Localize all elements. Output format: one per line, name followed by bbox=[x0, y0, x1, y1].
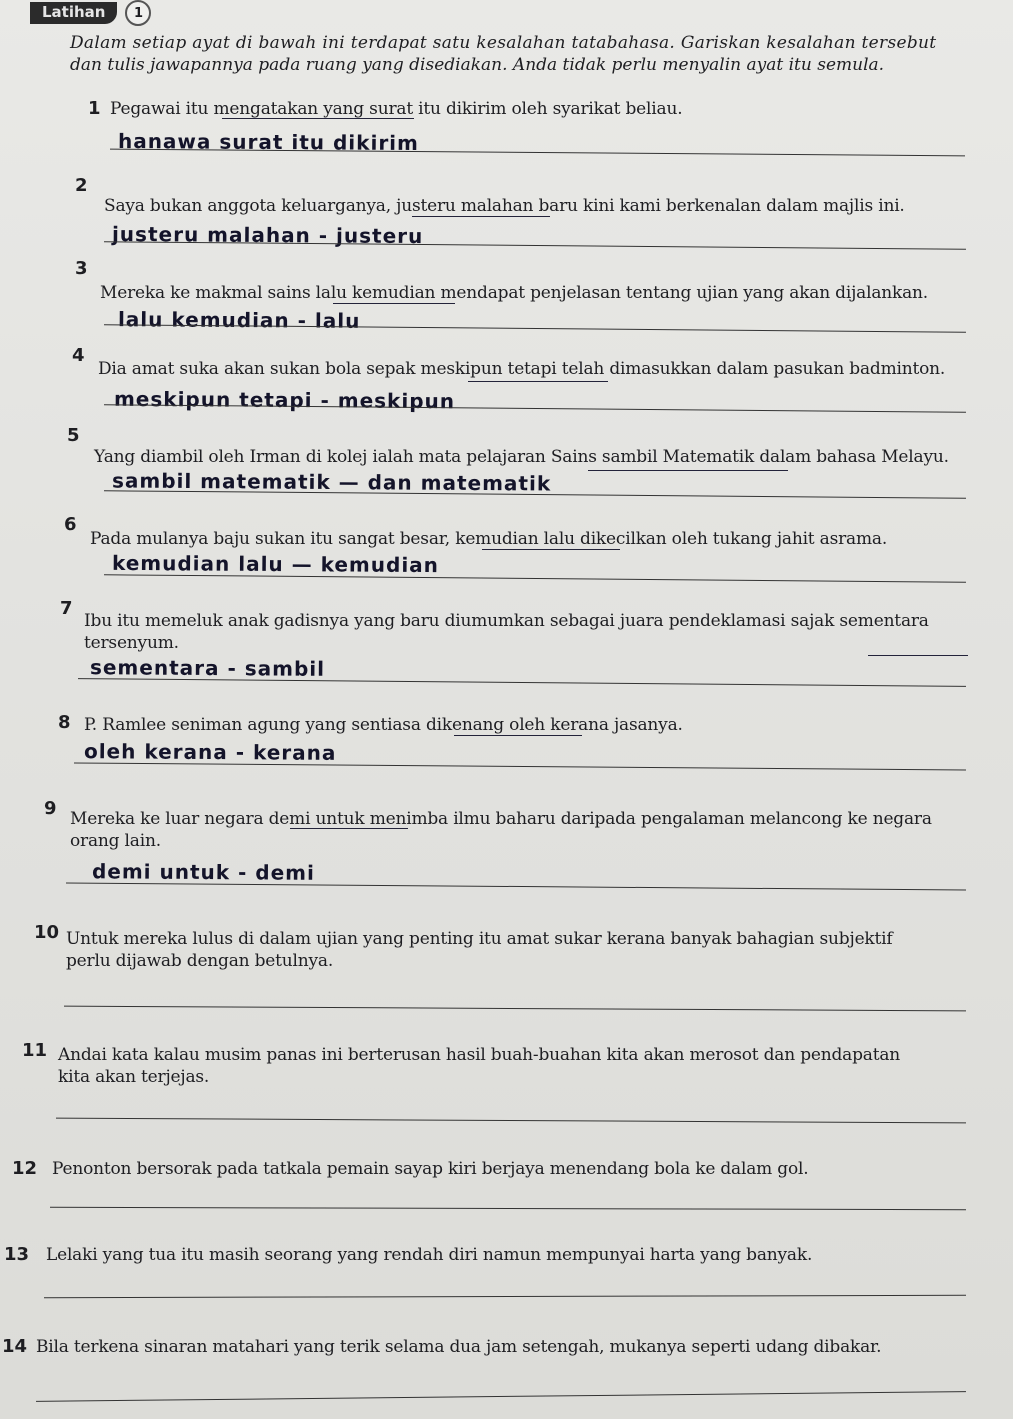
question-number: 10 bbox=[34, 922, 60, 943]
question-text-line: Ibu itu memeluk anak gadisnya yang baru diumumkan sebagai juara pendeklamasi sajak sementara bbox=[84, 611, 929, 631]
handwritten-answer: sementara - sambil bbox=[89, 655, 326, 681]
underline-mark bbox=[588, 470, 788, 471]
answer-line bbox=[104, 574, 966, 583]
answer-line bbox=[50, 1207, 966, 1210]
question-number: 6 bbox=[64, 514, 77, 535]
question-text bbox=[84, 714, 964, 736]
question-text-line: orang lain. bbox=[70, 831, 161, 851]
question-text bbox=[110, 98, 990, 120]
question-text-line: tersenyum. bbox=[84, 633, 179, 653]
question-number: 1 bbox=[88, 98, 101, 119]
handwritten-answer: justeru malahan - justeru bbox=[111, 221, 424, 249]
handwritten-answer: oleh kerana - kerana bbox=[83, 739, 337, 765]
question-text bbox=[104, 195, 984, 217]
underline-mark bbox=[290, 828, 408, 829]
exercise-number-badge: 1 bbox=[125, 0, 151, 26]
question-text-line: Mereka ke luar negara demi untuk menimba ilmu baharu daripada pengalaman melancong ke negara bbox=[70, 809, 932, 829]
question-text-line: Yang diambil oleh Irman di kolej ialah mata pelajaran Sains sambil Matematik dalam bahasa Melayu. bbox=[94, 447, 949, 467]
question-text-line: Pada mulanya baju sukan itu sangat besar, kemudian lalu dikecilkan oleh tukang jahit asrama. bbox=[90, 529, 888, 549]
underline-mark bbox=[454, 735, 582, 736]
question-text bbox=[70, 808, 970, 852]
answer-line bbox=[64, 1006, 966, 1012]
exercise-title: Latihan bbox=[30, 2, 117, 24]
question-number: 12 bbox=[12, 1158, 38, 1179]
question-text bbox=[52, 1158, 952, 1180]
question-text bbox=[84, 610, 984, 654]
question-text bbox=[58, 1044, 978, 1088]
instructions-line-1: Dalam setiap ayat di bawah ini terdapat satu kesalahan tatabahasa. Gariskan kesalahan tersebut bbox=[70, 33, 937, 53]
question-text bbox=[94, 446, 974, 468]
answer-line bbox=[44, 1295, 966, 1298]
handwritten-answer: meskipun tetapi - meskipun bbox=[113, 386, 456, 414]
underline-mark bbox=[333, 303, 455, 304]
answer-line bbox=[78, 678, 966, 687]
question-text-line: Lelaki yang tua itu masih seorang yang rendah diri namun mempunyai harta yang banyak. bbox=[46, 1245, 813, 1265]
underline-mark bbox=[482, 549, 620, 550]
question-text-line: Dia amat suka akan sukan bola sepak meskipun tetapi telah dimasukkan dalam pasukan badminton. bbox=[98, 359, 946, 379]
handwritten-answer: kemudian lalu — kemudian bbox=[111, 550, 440, 578]
instructions bbox=[70, 32, 1010, 76]
underline-mark bbox=[468, 381, 608, 382]
question-number: 4 bbox=[72, 345, 85, 366]
question-text bbox=[98, 358, 978, 380]
question-text-line: Andai kata kalau musim panas ini berterusan hasil buah-buahan kita akan merosot dan pendapatan bbox=[58, 1045, 901, 1065]
question-text-line: Untuk mereka lulus di dalam ujian yang penting itu amat sukar kerana banyak bahagian subjektif bbox=[66, 929, 893, 949]
answer-line bbox=[56, 1118, 966, 1124]
handwritten-answer: sambil matematik — dan matematik bbox=[111, 468, 552, 496]
handwritten-answer: lalu kemudian - lalu bbox=[117, 307, 361, 333]
question-text-line: Bila terkena sinaran matahari yang terik selama dua jam setengah, mukanya seperti udang dibakar. bbox=[36, 1337, 882, 1357]
exercise-header bbox=[30, 0, 151, 26]
question-text-line: Pegawai itu mengatakan yang surat itu dikirim oleh syarikat beliau. bbox=[110, 99, 683, 119]
answer-line bbox=[36, 1391, 966, 1402]
question-number: 5 bbox=[67, 425, 80, 446]
handwritten-answer: hanawa surat itu dikirim bbox=[117, 128, 420, 156]
question-text bbox=[46, 1244, 946, 1266]
question-text-line: Mereka ke makmal sains lalu kemudian mendapat penjelasan tentang ujian yang akan dijalankan. bbox=[100, 283, 929, 303]
question-number: 3 bbox=[75, 258, 88, 279]
question-number: 9 bbox=[44, 798, 57, 819]
answer-line bbox=[74, 762, 966, 770]
question-number: 11 bbox=[22, 1040, 48, 1061]
question-text-line: Saya bukan anggota keluarganya, justeru malahan baru kini kami berkenalan dalam majlis ini. bbox=[104, 196, 905, 216]
question-text bbox=[100, 282, 980, 304]
question-text bbox=[90, 528, 970, 550]
question-text bbox=[66, 928, 966, 972]
answer-line bbox=[66, 882, 966, 890]
question-text bbox=[36, 1336, 976, 1358]
question-number: 14 bbox=[2, 1336, 28, 1357]
question-text-line: Penonton bersorak pada tatkala pemain sayap kiri berjaya menendang bola ke dalam gol. bbox=[52, 1159, 809, 1179]
question-number: 7 bbox=[60, 598, 73, 619]
question-text-line: P. Ramlee seniman agung yang sentiasa dikenang oleh kerana jasanya. bbox=[84, 715, 683, 735]
underline-mark bbox=[222, 118, 414, 119]
underline-mark bbox=[412, 216, 550, 217]
question-number: 2 bbox=[75, 175, 88, 196]
instructions-line-2: dan tulis jawapannya pada ruang yang disediakan. Anda tidak perlu menyalin ayat itu semula. bbox=[70, 55, 885, 75]
question-text-line: perlu dijawab dengan betulnya. bbox=[66, 951, 334, 971]
underline-mark bbox=[868, 655, 968, 656]
question-number: 8 bbox=[58, 712, 71, 733]
question-number: 13 bbox=[4, 1244, 30, 1265]
handwritten-answer: demi untuk - demi bbox=[91, 859, 316, 885]
question-text-line: kita akan terjejas. bbox=[58, 1067, 210, 1087]
